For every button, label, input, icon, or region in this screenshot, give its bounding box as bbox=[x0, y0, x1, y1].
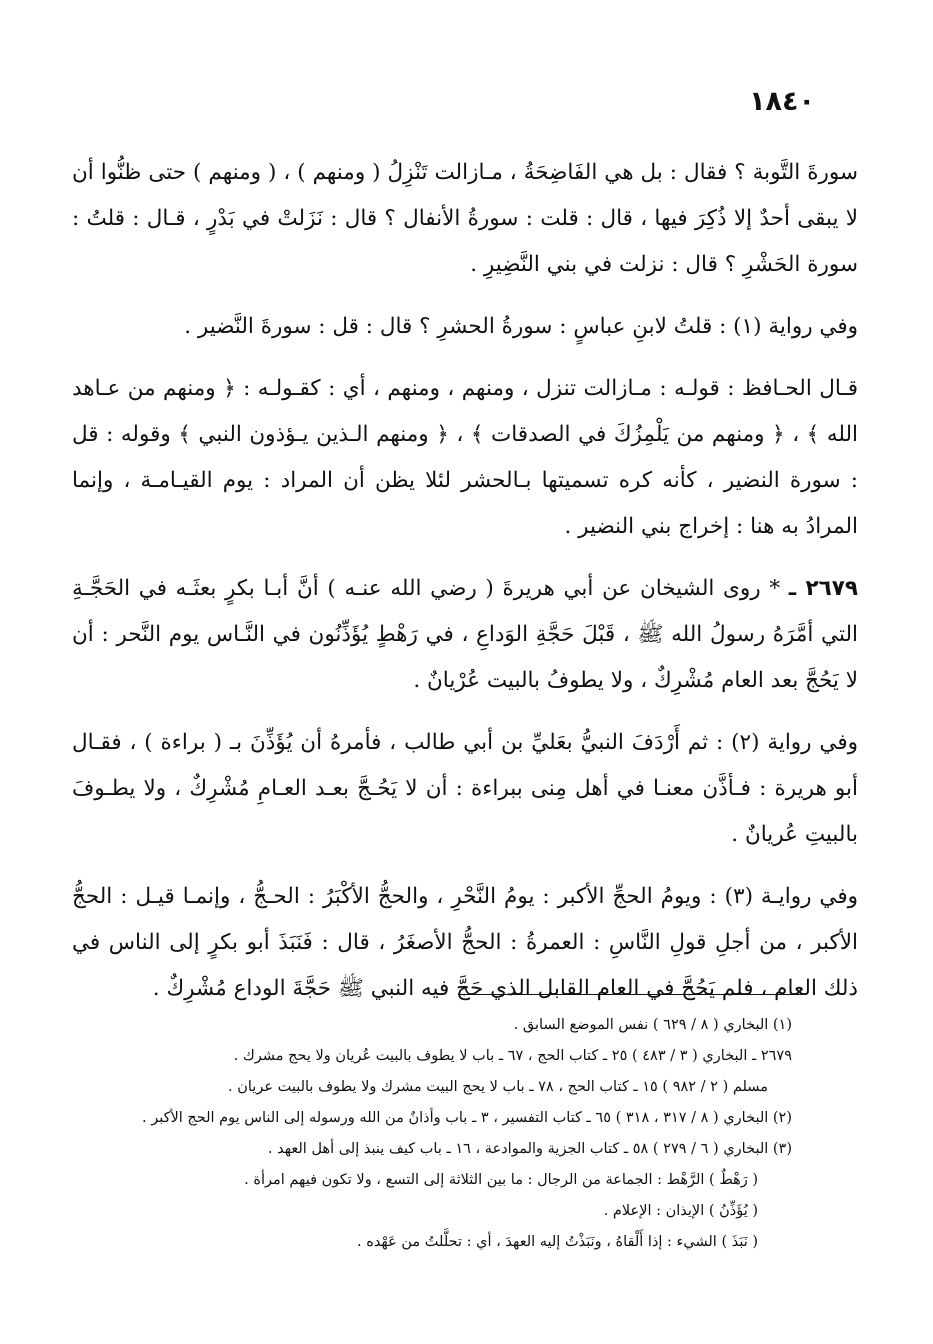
footnote-divider bbox=[458, 994, 803, 995]
paragraph: وفي روايـة (٣) : ويومُ الحجِّ الأكبر : يومُ النَّحْرِ ، والحجُّ الأكْبَرُ : الحـجُّ ، وإنمـا قيـل : الحجُّ الأكبر ، من أجلِ قولِ النَّاسِ : العمرةُ : الحجُّ الأصغَرُ ، قال : فَنَبَذَ أبو بكرٍ إلى الناس في ذلك العام ، فلم يَحُجَّ في العام القابل الذي حَجَّ فيه النبي ﷺ حَجَّةَ الوداع مُشْرِكٌ . bbox=[72, 884, 859, 1001]
gloss-entry: ( يُؤَذِّنُ ) الإيذان : الإعلام . bbox=[603, 1203, 758, 1219]
footnote: (٢) البخاري ( ٨ / ٣١٧ ، ٣١٨ ) ٦٥ ـ كتاب التفسير ، ٣ ـ باب وأذانٌ من الله ورسوله إلى الناس يوم الحج الأكبر . bbox=[141, 1110, 792, 1126]
hadith-paragraph bbox=[72, 566, 858, 704]
main-text bbox=[72, 150, 858, 1028]
gloss-entry: ( رَهْطٌ ) الرَّهْط : الجماعة من الرجال : ما بين الثلاثة إلى التسع ، ولا تكون فيهم امرأة . bbox=[244, 1172, 758, 1188]
gloss-entry: ( نَبَذَ ) الشيء : إذا أَلْقاهُ ، ونَبَذْتُ إليه العهدَ ، أي : تحلَّلتُ من عَهْده . bbox=[357, 1234, 758, 1250]
footnote: (٣) البخاري ( ٦ / ٢٧٩ ) ٥٨ ـ كتاب الجزية والموادعة ، ١٦ ـ باب كيف ينبذ إلى أهل العهد . bbox=[267, 1141, 792, 1157]
paragraph: وفي رواية (١) : قلتُ لابنِ عباسٍ : سورةُ الحشرِ ؟ قال : قل : سورةَ النَّضير . bbox=[184, 314, 858, 339]
footnotes bbox=[72, 1010, 792, 1258]
footnote: مسلم ( ٢ / ٩٨٢ ) ١٥ ـ كتاب الحج ، ٧٨ ـ باب لا يحج البيت مشرك ولا يطوف بالبيت عريان . bbox=[228, 1079, 768, 1095]
hadith-text: * روى الشيخان عن أبي هريرةَ ( رضي الله عنـه ) أنَّ أبـا بكرٍ بعثَـه في الحَجَّـةِ التي أمَّرَهُ رسولُ الله ﷺ ، قَبْلَ حَجَّةِ الوَداعِ ، في رَهْطٍ يُؤَذِّنُون في النَّـاس يوم النَّحر : أن لا يَحُجَّ بعد العام مُشْرِكٌ ، ولا يطوفُ بالبيت عُرْيانٌ . bbox=[72, 576, 858, 693]
footnote: ٢٦٧٩ ـ البخاري ( ٣ / ٤٨٣ ) ٢٥ ـ كتاب الحج ، ٦٧ ـ باب لا يطوف بالبيت عُريان ولا يحج مشرك . bbox=[233, 1048, 792, 1064]
hadith-number: ٢٦٧٩ ـ bbox=[788, 576, 858, 601]
page-number: ١٨٤٠ bbox=[749, 86, 815, 117]
paragraph: وفي رواية (٢) : ثم أَرْدَفَ النبيُّ بعَليِّ بن أبي طالب ، فأمرهُ أن يُؤَذِّنَ بـ ( براءة ) ، فقـال أبو هريرة : فـأذَّن معنـا في أهل مِنى ببراءة : أن لا يَحُـجَّ بعـد العـامِ مُشْرِكٌ ، ولا يطـوفَ بالبيتِ عُريانٌ . bbox=[72, 730, 859, 847]
paragraph: سورةَ التَّوبة ؟ فقال : بل هي الفَاضِحَةُ ، مـازالت تَنْزِلُ ( ومنهم ) ، ( ومنهم ) حتى ظنُّوا أن لا يبقى أحدٌ إلا ذُكِرَ فيها ، قال : قلت : سورةُ الأنفال ؟ قال : نَزَلتْ في بَدْرٍ ، قـال : قلتُ : سورة الحَشْرِ ؟ قال : نزلت في بني النَّضِيرِ . bbox=[72, 160, 858, 277]
footnote: (١) البخاري ( ٨ / ٦٢٩ ) نفس الموضع السابق . bbox=[513, 1017, 792, 1033]
paragraph: قـال الحـافظ : قولـه : مـازالت تنزل ، ومنهم ، ومنهم ، أي : كقـولـه : ﴿ ومنهم من عـاهد الله ﴾ ، ﴿ ومنهم من يَلْمِزُكَ في الصدقات ﴾ ، ﴿ ومنهم الـذين يـؤذون النبي ﴾ وقوله : قل : سورة النضير ، كأنه كره تسميتها بـالحشر لئلا يظن أن المراد : يوم القيـامـة ، وإنما المرادُ به هنا : إخراج بني النضير . bbox=[72, 376, 858, 539]
